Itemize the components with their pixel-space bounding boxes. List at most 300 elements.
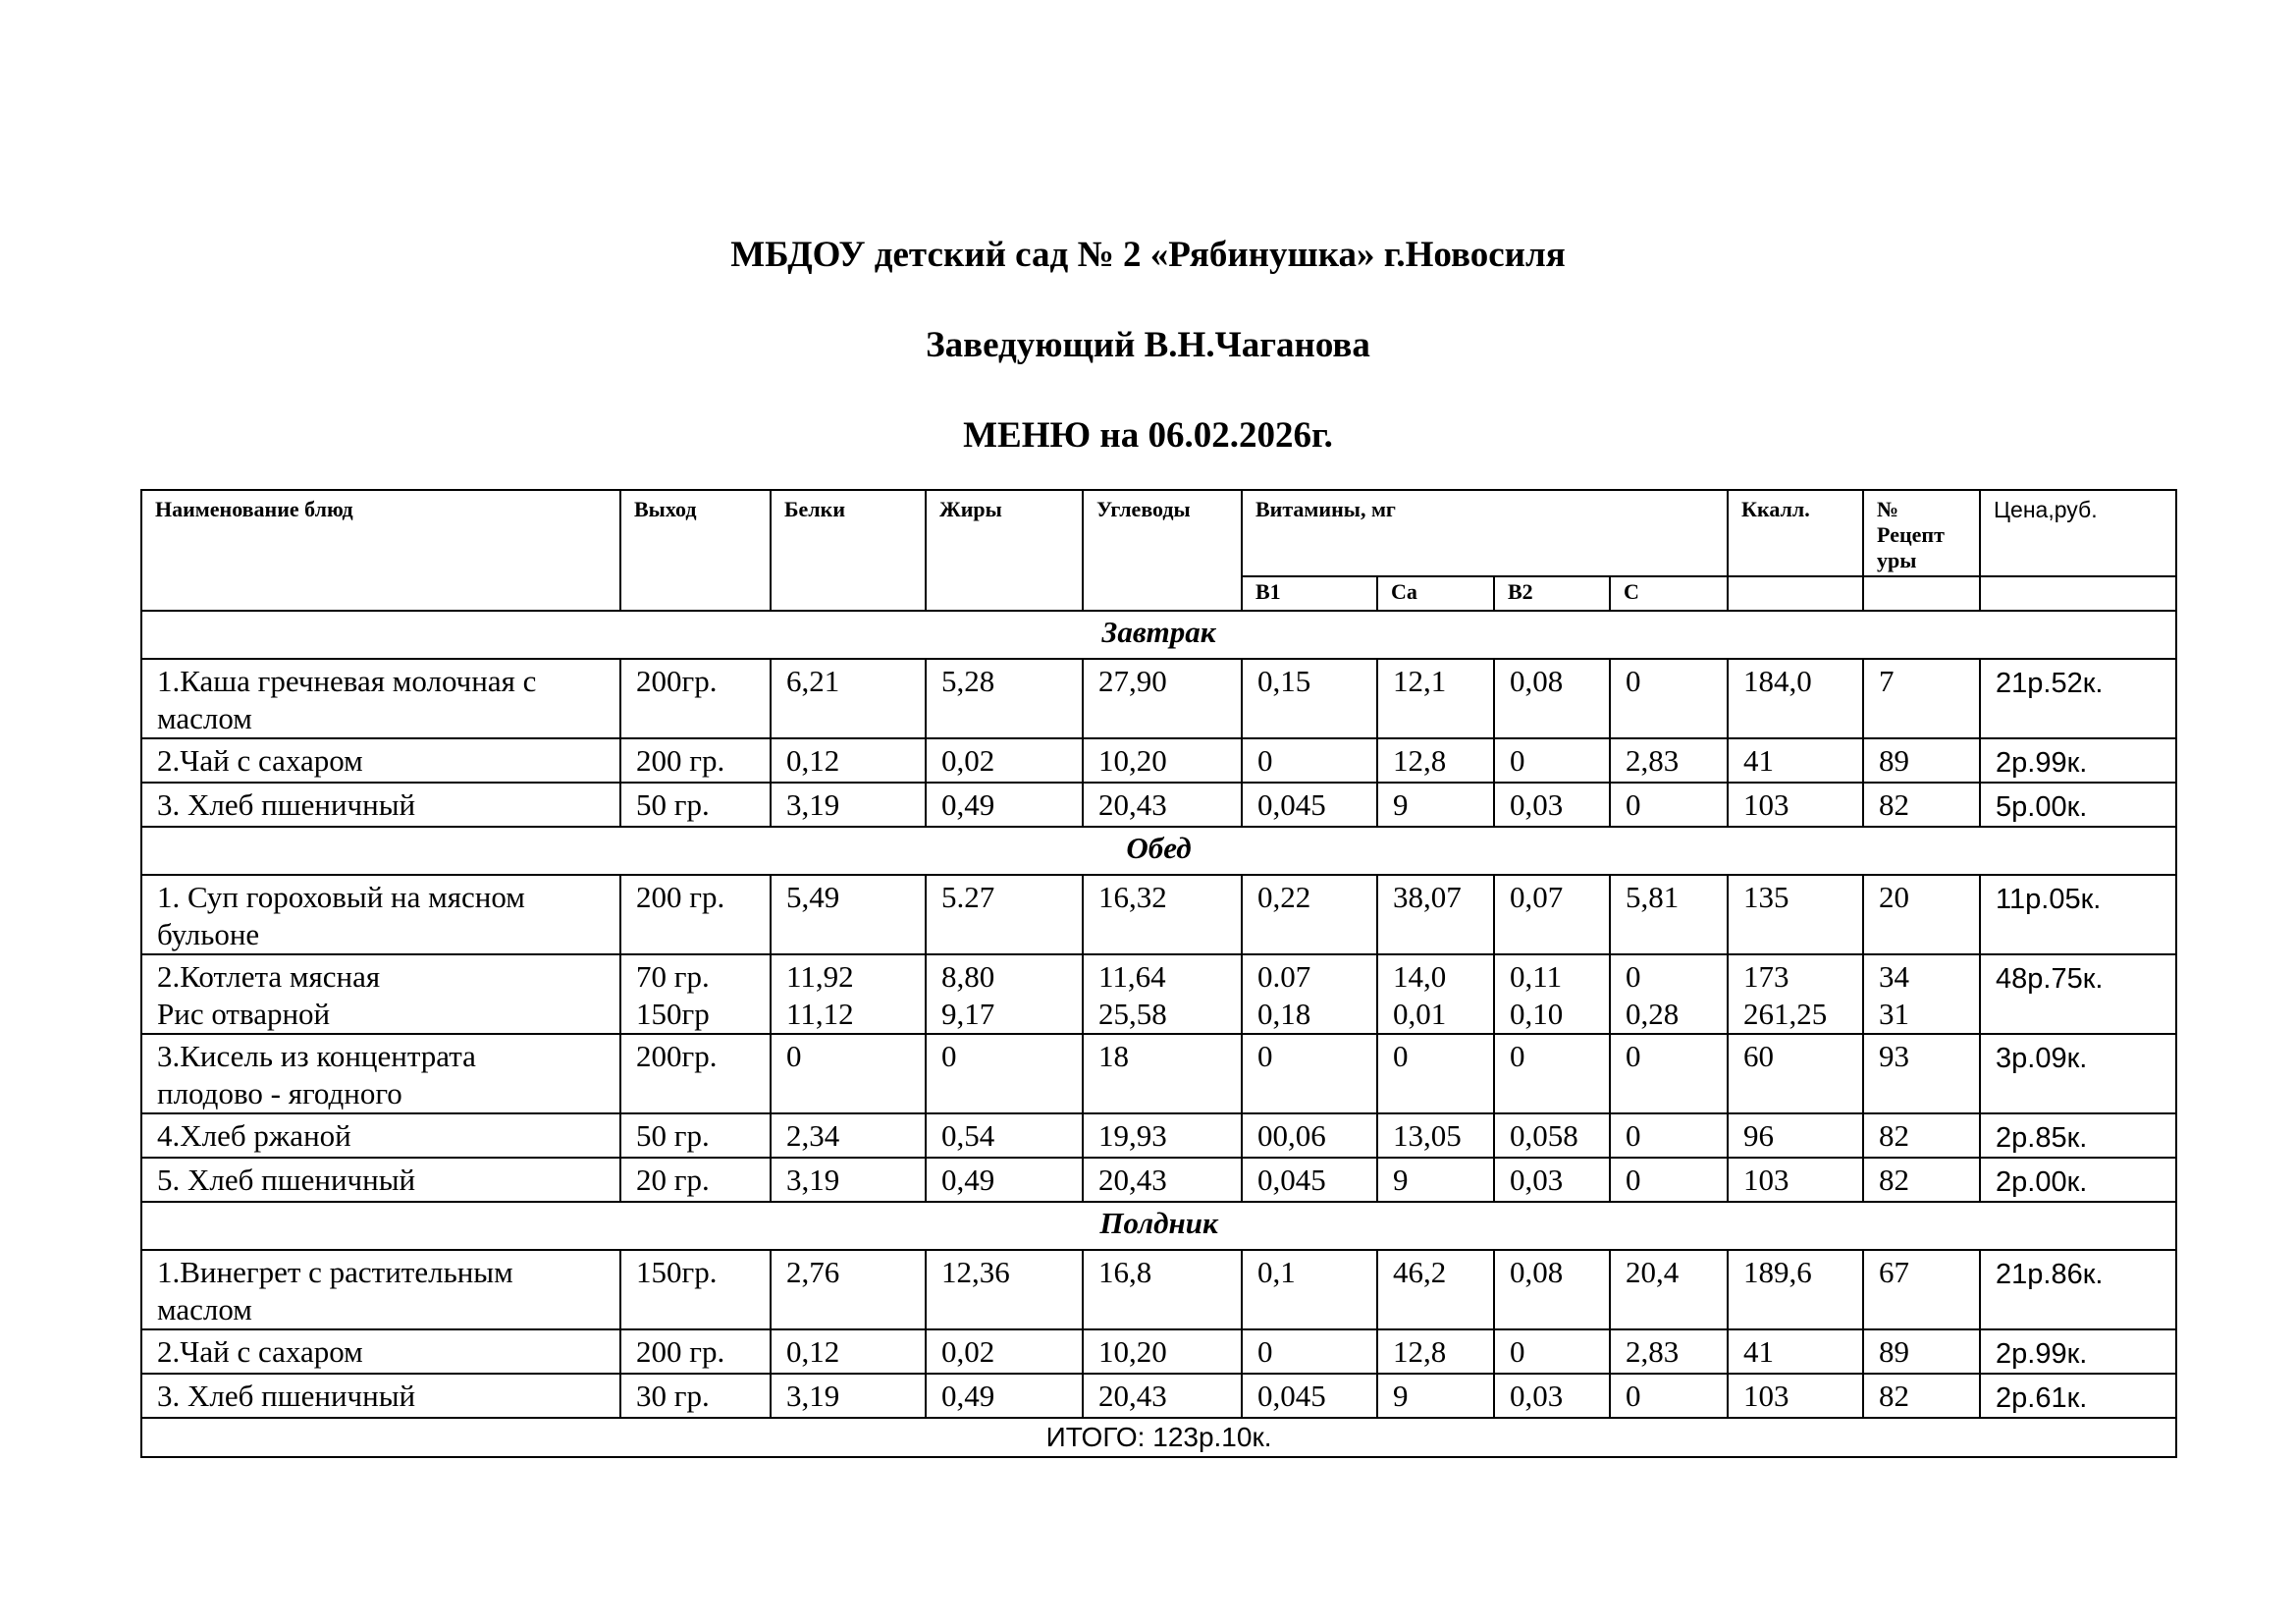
cell-calcium <box>1377 738 1494 783</box>
cell-vitamin-b2 <box>1494 1250 1610 1329</box>
cell-carbs <box>1083 954 1242 1034</box>
protein-line: 5,49 <box>786 880 840 914</box>
cell-yield <box>620 738 771 783</box>
cell-kcal <box>1728 954 1863 1034</box>
cell-kcal <box>1728 1034 1863 1113</box>
cell-kcal <box>1728 783 1863 827</box>
vitamin-b1-line: 0,1 <box>1257 1255 1296 1289</box>
recipe-header-line-3: уры <box>1877 548 1917 572</box>
cell-price: 48р.75к. <box>1980 954 2176 1034</box>
cell-fat <box>926 875 1083 954</box>
vitamin-c-line: 0 <box>1626 1118 1641 1153</box>
cell-yield <box>620 954 771 1034</box>
vitamin-c-line: 2,83 <box>1626 743 1680 778</box>
calcium-line: 12,8 <box>1393 743 1447 778</box>
cell-price: 21р.86к. <box>1980 1250 2176 1329</box>
cell-carbs <box>1083 659 1242 738</box>
calcium-line: 0 <box>1393 1039 1409 1073</box>
col-recipe-sub-empty <box>1863 576 1980 611</box>
calcium-line: 9 <box>1393 1163 1409 1197</box>
cell-yield <box>620 1113 771 1158</box>
cell-recipe-number <box>1863 1250 1980 1329</box>
col-yield-header: Выход <box>620 490 771 611</box>
cell-vitamin-b1 <box>1242 1113 1377 1158</box>
vitamin-b2-line: 0,10 <box>1510 997 1564 1031</box>
header-row <box>141 490 2176 576</box>
cell-recipe-number <box>1863 783 1980 827</box>
fat-line: 8,80 <box>941 959 995 994</box>
cell-dish-name <box>141 1158 620 1202</box>
vitamin-c-line: 0,28 <box>1626 997 1680 1031</box>
cell-dish-name <box>141 1250 620 1329</box>
cell-vitamin-c <box>1610 1329 1728 1374</box>
calcium-line: 14,0 <box>1393 959 1447 994</box>
menu-row <box>141 1158 2176 1202</box>
kcal-line: 184,0 <box>1743 664 1812 698</box>
vitamin-b2-line: 0,03 <box>1510 787 1564 822</box>
menu-row <box>141 1374 2176 1418</box>
cell-fat <box>926 1250 1083 1329</box>
cell-vitamin-b2 <box>1494 659 1610 738</box>
yield-line: 70 гр. <box>636 959 710 994</box>
col-b1-header: В1 <box>1242 576 1377 611</box>
kcal-line: 41 <box>1743 743 1775 778</box>
recipe-number-line: 93 <box>1879 1039 1910 1073</box>
recipe-number-line: 82 <box>1879 1163 1910 1197</box>
vitamin-c-line: 0 <box>1626 664 1641 698</box>
vitamin-b2-line: 0 <box>1510 1334 1525 1369</box>
cell-protein <box>771 783 926 827</box>
cell-vitamin-b2 <box>1494 1329 1610 1374</box>
vitamin-b2-line: 0,11 <box>1510 959 1563 994</box>
cell-fat <box>926 1113 1083 1158</box>
cell-dish-name <box>141 1113 620 1158</box>
cell-calcium <box>1377 1034 1494 1113</box>
cell-price: 2р.61к. <box>1980 1374 2176 1418</box>
cell-vitamin-c <box>1610 1374 1728 1418</box>
recipe-number-line: 82 <box>1879 787 1910 822</box>
cell-dish-name <box>141 1034 620 1113</box>
cell-vitamin-c <box>1610 954 1728 1034</box>
yield-line: 30 гр. <box>636 1379 710 1413</box>
dish-name-line: маслом <box>157 1292 252 1326</box>
cell-yield <box>620 875 771 954</box>
protein-line: 2,76 <box>786 1255 840 1289</box>
vitamin-b1-line: 0,045 <box>1257 787 1326 822</box>
yield-line: 200 гр. <box>636 1334 725 1369</box>
kcal-line: 41 <box>1743 1334 1775 1369</box>
fat-line: 5.27 <box>941 880 995 914</box>
kcal-line: 60 <box>1743 1039 1775 1073</box>
cell-calcium <box>1377 1329 1494 1374</box>
cell-vitamin-b1 <box>1242 1250 1377 1329</box>
vitamin-c-line: 5,81 <box>1626 880 1680 914</box>
cell-kcal <box>1728 659 1863 738</box>
carbs-line: 27,90 <box>1098 664 1167 698</box>
cell-carbs <box>1083 1374 1242 1418</box>
vitamin-b1-line: 0,18 <box>1257 997 1311 1031</box>
carbs-line: 18 <box>1098 1039 1129 1073</box>
calcium-line: 38,07 <box>1393 880 1462 914</box>
cell-vitamin-c <box>1610 738 1728 783</box>
cell-fat <box>926 1374 1083 1418</box>
protein-line: 0,12 <box>786 1334 840 1369</box>
vitamin-b2-line: 0,08 <box>1510 664 1564 698</box>
cell-yield <box>620 1250 771 1329</box>
cell-calcium <box>1377 1158 1494 1202</box>
section-title: Обед <box>141 827 2176 875</box>
fat-line: 0,49 <box>941 1163 995 1197</box>
menu-body <box>141 611 2176 1418</box>
cell-dish-name <box>141 954 620 1034</box>
vitamin-b2-line: 0 <box>1510 743 1525 778</box>
col-kcal-sub-empty <box>1728 576 1863 611</box>
fat-line: 5,28 <box>941 664 995 698</box>
cell-vitamin-b2 <box>1494 875 1610 954</box>
cell-recipe-number <box>1863 1158 1980 1202</box>
cell-vitamin-c <box>1610 1250 1728 1329</box>
cell-fat <box>926 954 1083 1034</box>
cell-recipe-number <box>1863 1113 1980 1158</box>
col-c-header: С <box>1610 576 1728 611</box>
vitamin-b2-line: 0 <box>1510 1039 1525 1073</box>
cell-dish-name <box>141 659 620 738</box>
protein-line: 6,21 <box>786 664 840 698</box>
vitamin-c-line: 2,83 <box>1626 1334 1680 1369</box>
vitamin-b2-line: 0,07 <box>1510 880 1564 914</box>
total-text: ИТОГО: 123р.10к. <box>141 1418 2176 1457</box>
vitamin-b1-line: 0,045 <box>1257 1379 1326 1413</box>
cell-kcal <box>1728 1374 1863 1418</box>
cell-protein <box>771 1158 926 1202</box>
calcium-line: 12,8 <box>1393 1334 1447 1369</box>
yield-line: 50 гр. <box>636 1118 710 1153</box>
cell-vitamin-b1 <box>1242 1158 1377 1202</box>
cell-yield <box>620 659 771 738</box>
recipe-header-line-2: Рецепт <box>1877 522 1945 547</box>
cell-vitamin-c <box>1610 659 1728 738</box>
dish-name-line: 4.Хлеб ржаной <box>157 1118 351 1153</box>
carbs-line: 20,43 <box>1098 1163 1167 1197</box>
cell-dish-name <box>141 1329 620 1374</box>
cell-kcal <box>1728 1329 1863 1374</box>
menu-table <box>140 489 2177 1458</box>
section-row <box>141 827 2176 875</box>
cell-calcium <box>1377 875 1494 954</box>
vitamin-b2-line: 0,03 <box>1510 1379 1564 1413</box>
protein-line: 3,19 <box>786 1163 840 1197</box>
kcal-line: 135 <box>1743 880 1789 914</box>
cell-protein <box>771 1113 926 1158</box>
cell-calcium <box>1377 1113 1494 1158</box>
calcium-line: 0,01 <box>1393 997 1447 1031</box>
col-recipe-header <box>1863 490 1980 576</box>
cell-protein <box>771 1329 926 1374</box>
cell-fat <box>926 659 1083 738</box>
vitamin-c-line: 0 <box>1626 1163 1641 1197</box>
protein-line: 3,19 <box>786 1379 840 1413</box>
cell-price: 2р.00к. <box>1980 1158 2176 1202</box>
cell-yield <box>620 783 771 827</box>
cell-vitamin-b2 <box>1494 1034 1610 1113</box>
recipe-number-line: 89 <box>1879 1334 1910 1369</box>
menu-row <box>141 783 2176 827</box>
protein-line: 0,12 <box>786 743 840 778</box>
cell-kcal <box>1728 875 1863 954</box>
kcal-line: 189,6 <box>1743 1255 1812 1289</box>
calcium-line: 9 <box>1393 1379 1409 1413</box>
kcal-line: 103 <box>1743 787 1789 822</box>
vitamin-b1-line: 0,045 <box>1257 1163 1326 1197</box>
cell-vitamin-b1 <box>1242 738 1377 783</box>
dish-name-line: 5. Хлеб пшеничный <box>157 1163 416 1197</box>
vitamin-b1-line: 0.07 <box>1257 959 1311 994</box>
protein-line: 3,19 <box>786 787 840 822</box>
dish-name-line: 1. Суп гороховый на мясном <box>157 880 525 914</box>
dish-name-line: 1.Винегрет с растительным <box>157 1255 513 1289</box>
carbs-line: 25,58 <box>1098 997 1167 1031</box>
dish-name-line: 3. Хлеб пшеничный <box>157 1379 416 1413</box>
section-title: Завтрак <box>141 611 2176 659</box>
recipe-number-line: 82 <box>1879 1379 1910 1413</box>
cell-vitamin-c <box>1610 875 1728 954</box>
col-b2-header: В2 <box>1494 576 1610 611</box>
calcium-line: 13,05 <box>1393 1118 1462 1153</box>
col-dish-header: Наименование блюд <box>141 490 620 611</box>
col-kcal-header: Ккалл. <box>1728 490 1863 576</box>
recipe-number-line: 89 <box>1879 743 1910 778</box>
cell-vitamin-b1 <box>1242 659 1377 738</box>
dish-name-line: 2.Котлета мясная <box>157 959 381 994</box>
recipe-number-line: 31 <box>1879 997 1910 1031</box>
cell-fat <box>926 1158 1083 1202</box>
cell-fat <box>926 783 1083 827</box>
cell-kcal <box>1728 1113 1863 1158</box>
col-carbs-header: Углеводы <box>1083 490 1242 611</box>
cell-fat <box>926 738 1083 783</box>
cell-vitamin-b2 <box>1494 1113 1610 1158</box>
menu-row <box>141 1113 2176 1158</box>
fat-line: 0,49 <box>941 787 995 822</box>
carbs-line: 10,20 <box>1098 1334 1167 1369</box>
cell-vitamin-b1 <box>1242 1374 1377 1418</box>
yield-line: 150гр <box>636 997 710 1031</box>
cell-recipe-number <box>1863 875 1980 954</box>
dish-name-line: плодово - ягодного <box>157 1076 402 1110</box>
carbs-line: 16,8 <box>1098 1255 1152 1289</box>
cell-recipe-number <box>1863 1034 1980 1113</box>
cell-vitamin-b1 <box>1242 954 1377 1034</box>
vitamin-c-line: 0 <box>1626 1039 1641 1073</box>
carbs-line: 19,93 <box>1098 1118 1167 1153</box>
cell-vitamin-b1 <box>1242 1034 1377 1113</box>
dish-name-line: 2.Чай с сахаром <box>157 1334 363 1369</box>
fat-line: 0 <box>941 1039 957 1073</box>
cell-price: 2р.85к. <box>1980 1113 2176 1158</box>
cell-vitamin-c <box>1610 783 1728 827</box>
cell-price: 11р.05к. <box>1980 875 2176 954</box>
cell-calcium <box>1377 954 1494 1034</box>
cell-vitamin-b1 <box>1242 783 1377 827</box>
cell-dish-name <box>141 875 620 954</box>
recipe-number-line: 67 <box>1879 1255 1910 1289</box>
cell-dish-name <box>141 1374 620 1418</box>
cell-vitamin-b2 <box>1494 1374 1610 1418</box>
cell-calcium <box>1377 783 1494 827</box>
recipe-number-line: 7 <box>1879 664 1895 698</box>
dish-name-line: 2.Чай с сахаром <box>157 743 363 778</box>
yield-line: 200гр. <box>636 664 718 698</box>
col-ca-header: Са <box>1377 576 1494 611</box>
cell-yield <box>620 1374 771 1418</box>
cell-fat <box>926 1034 1083 1113</box>
dish-name-line: бульоне <box>157 917 260 951</box>
cell-price: 5р.00к. <box>1980 783 2176 827</box>
fat-line: 9,17 <box>941 997 995 1031</box>
kcal-line: 96 <box>1743 1118 1775 1153</box>
institution-title: МБДОУ детский сад № 2 «Рябинушка» г.Новосиля <box>730 235 1566 275</box>
cell-carbs <box>1083 783 1242 827</box>
yield-line: 200 гр. <box>636 880 725 914</box>
fat-line: 0,49 <box>941 1379 995 1413</box>
vitamin-b2-line: 0,058 <box>1510 1118 1578 1153</box>
section-title: Полдник <box>141 1202 2176 1250</box>
vitamin-b1-line: 0,22 <box>1257 880 1311 914</box>
protein-line: 2,34 <box>786 1118 840 1153</box>
col-protein-header: Белки <box>771 490 926 611</box>
protein-line: 11,12 <box>786 997 854 1031</box>
vitamin-b1-line: 00,06 <box>1257 1118 1326 1153</box>
head-name: Заведующий В.Н.Чаганова <box>926 325 1370 365</box>
dish-name-line: маслом <box>157 701 252 735</box>
fat-line: 12,36 <box>941 1255 1010 1289</box>
vitamin-b2-line: 0,03 <box>1510 1163 1564 1197</box>
vitamin-b1-line: 0 <box>1257 1334 1273 1369</box>
cell-protein <box>771 738 926 783</box>
protein-line: 11,92 <box>786 959 854 994</box>
kcal-line: 173 <box>1743 959 1789 994</box>
col-price-sub-empty <box>1980 576 2176 611</box>
cell-dish-name <box>141 783 620 827</box>
cell-yield <box>620 1034 771 1113</box>
dish-name-line: 3.Кисель из концентрата <box>157 1039 476 1073</box>
cell-carbs <box>1083 1329 1242 1374</box>
recipe-number-line: 34 <box>1879 959 1910 994</box>
fat-line: 0,02 <box>941 1334 995 1369</box>
cell-protein <box>771 659 926 738</box>
cell-vitamin-c <box>1610 1034 1728 1113</box>
cell-price: 21р.52к. <box>1980 659 2176 738</box>
cell-yield <box>620 1329 771 1374</box>
carbs-line: 16,32 <box>1098 880 1167 914</box>
cell-price: 3р.09к. <box>1980 1034 2176 1113</box>
menu-row <box>141 954 2176 1034</box>
recipe-header-line-1: № <box>1877 497 1899 521</box>
cell-carbs <box>1083 1250 1242 1329</box>
cell-recipe-number <box>1863 1329 1980 1374</box>
yield-line: 200 гр. <box>636 743 725 778</box>
cell-protein <box>771 1034 926 1113</box>
yield-line: 20 гр. <box>636 1163 710 1197</box>
cell-vitamin-b2 <box>1494 738 1610 783</box>
cell-calcium <box>1377 659 1494 738</box>
calcium-line: 12,1 <box>1393 664 1447 698</box>
col-price-header: Цена,руб. <box>1980 490 2176 576</box>
cell-dish-name <box>141 738 620 783</box>
cell-yield <box>620 1158 771 1202</box>
carbs-line: 10,20 <box>1098 743 1167 778</box>
fat-line: 0,02 <box>941 743 995 778</box>
cell-kcal <box>1728 738 1863 783</box>
vitamin-c-line: 20,4 <box>1626 1255 1680 1289</box>
cell-kcal <box>1728 1158 1863 1202</box>
vitamin-c-line: 0 <box>1626 787 1641 822</box>
recipe-number-line: 82 <box>1879 1118 1910 1153</box>
kcal-line: 103 <box>1743 1163 1789 1197</box>
cell-recipe-number <box>1863 1374 1980 1418</box>
menu-row <box>141 875 2176 954</box>
col-fat-header: Жиры <box>926 490 1083 611</box>
section-row <box>141 1202 2176 1250</box>
cell-kcal <box>1728 1250 1863 1329</box>
cell-vitamin-b1 <box>1242 1329 1377 1374</box>
recipe-number-line: 20 <box>1879 880 1910 914</box>
cell-price: 2р.99к. <box>1980 738 2176 783</box>
cell-carbs <box>1083 875 1242 954</box>
yield-line: 150гр. <box>636 1255 718 1289</box>
vitamin-b1-line: 0 <box>1257 1039 1273 1073</box>
cell-protein <box>771 954 926 1034</box>
cell-vitamin-b2 <box>1494 783 1610 827</box>
cell-recipe-number <box>1863 738 1980 783</box>
fat-line: 0,54 <box>941 1118 995 1153</box>
cell-protein <box>771 1250 926 1329</box>
menu-row <box>141 659 2176 738</box>
dish-name-line: 1.Каша гречневая молочная с <box>157 664 537 698</box>
col-vitamins-header: Витамины, мг <box>1242 490 1728 576</box>
menu-row <box>141 1250 2176 1329</box>
yield-line: 50 гр. <box>636 787 710 822</box>
vitamin-b1-line: 0 <box>1257 743 1273 778</box>
cell-vitamin-b1 <box>1242 875 1377 954</box>
cell-vitamin-b2 <box>1494 1158 1610 1202</box>
menu-row <box>141 1034 2176 1113</box>
cell-fat <box>926 1329 1083 1374</box>
kcal-line: 261,25 <box>1743 997 1828 1031</box>
cell-carbs <box>1083 738 1242 783</box>
calcium-line: 46,2 <box>1393 1255 1447 1289</box>
dish-name-line: 3. Хлеб пшеничный <box>157 787 416 822</box>
cell-calcium <box>1377 1250 1494 1329</box>
cell-price: 2р.99к. <box>1980 1329 2176 1374</box>
menu-row <box>141 738 2176 783</box>
cell-vitamin-c <box>1610 1158 1728 1202</box>
carbs-line: 20,43 <box>1098 1379 1167 1413</box>
kcal-line: 103 <box>1743 1379 1789 1413</box>
vitamin-b2-line: 0,08 <box>1510 1255 1564 1289</box>
menu-row <box>141 1329 2176 1374</box>
yield-line: 200гр. <box>636 1039 718 1073</box>
cell-vitamin-b2 <box>1494 954 1610 1034</box>
dish-name-line: Рис отварной <box>157 997 331 1031</box>
cell-recipe-number <box>1863 659 1980 738</box>
carbs-line: 11,64 <box>1098 959 1166 994</box>
protein-line: 0 <box>786 1039 802 1073</box>
cell-carbs <box>1083 1158 1242 1202</box>
cell-recipe-number <box>1863 954 1980 1034</box>
vitamin-c-line: 0 <box>1626 959 1641 994</box>
section-row <box>141 611 2176 659</box>
